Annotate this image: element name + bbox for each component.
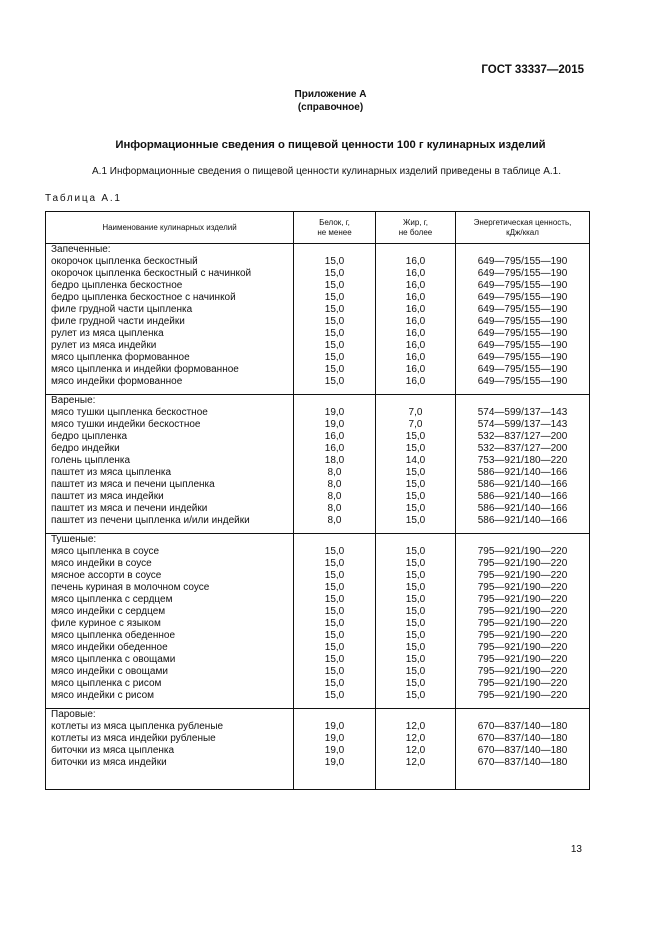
product-name: голень цыпленка bbox=[46, 455, 294, 467]
product-name: паштет из мяса и печени цыпленка bbox=[46, 479, 294, 491]
appendix-subtitle: (справочное) bbox=[297, 102, 364, 113]
fat-value: 16,0 bbox=[376, 376, 456, 388]
table-bottom-row bbox=[46, 769, 590, 790]
fat-value: 16,0 bbox=[376, 280, 456, 292]
product-name: мясо цыпленка формованное bbox=[46, 352, 294, 364]
energy-value: 795—921/190—220 bbox=[456, 666, 590, 678]
product-name: паштет из мяса индейки bbox=[46, 491, 294, 503]
protein-value: 15,0 bbox=[294, 280, 376, 292]
group-title: Вареные: bbox=[46, 395, 294, 408]
fat-value: 15,0 bbox=[376, 678, 456, 690]
protein-value: 15,0 bbox=[294, 630, 376, 642]
energy-value: 670—837/140—180 bbox=[456, 721, 590, 733]
energy-value: 649—795/155—190 bbox=[456, 340, 590, 352]
energy-value: 586—921/140—166 bbox=[456, 467, 590, 479]
table-row bbox=[46, 733, 590, 745]
protein-value: 15,0 bbox=[294, 376, 376, 388]
product-name: филе грудной части индейки bbox=[46, 316, 294, 328]
fat-value: 7,0 bbox=[376, 419, 456, 431]
product-name: котлеты из мяса цыпленка рубленые bbox=[46, 721, 294, 733]
nutrition-table bbox=[45, 211, 590, 790]
energy-value: 670—837/140—180 bbox=[456, 757, 590, 769]
table-row bbox=[46, 745, 590, 757]
fat-value: 15,0 bbox=[376, 654, 456, 666]
empty-cell bbox=[456, 534, 590, 547]
energy-value: 795—921/190—220 bbox=[456, 558, 590, 570]
protein-value: 15,0 bbox=[294, 268, 376, 280]
energy-value: 649—795/155—190 bbox=[456, 376, 590, 388]
table-row bbox=[46, 352, 590, 364]
table-row bbox=[46, 364, 590, 376]
fat-value: 15,0 bbox=[376, 558, 456, 570]
product-name: мясное ассорти в соусе bbox=[46, 570, 294, 582]
protein-value: 15,0 bbox=[294, 352, 376, 364]
energy-value: 574—599/137—143 bbox=[456, 419, 590, 431]
product-name: рулет из мяса цыпленка bbox=[46, 328, 294, 340]
product-name: биточки из мяса индейки bbox=[46, 757, 294, 769]
page-number: 13 bbox=[570, 844, 582, 855]
empty-cell bbox=[456, 769, 590, 790]
table-row bbox=[46, 642, 590, 654]
table-row bbox=[46, 419, 590, 431]
table-row bbox=[46, 678, 590, 690]
table-row bbox=[46, 594, 590, 606]
table-body bbox=[46, 244, 590, 790]
energy-value: 649—795/155—190 bbox=[456, 364, 590, 376]
fat-value: 15,0 bbox=[376, 606, 456, 618]
empty-cell bbox=[294, 709, 376, 722]
protein-value: 15,0 bbox=[294, 678, 376, 690]
fat-value: 15,0 bbox=[376, 431, 456, 443]
fat-value: 15,0 bbox=[376, 570, 456, 582]
energy-value: 532—837/127—200 bbox=[456, 431, 590, 443]
table-row bbox=[46, 546, 590, 558]
product-name: мясо индейки обеденное bbox=[46, 642, 294, 654]
table-row bbox=[46, 606, 590, 618]
protein-value: 15,0 bbox=[294, 316, 376, 328]
product-name: филе грудной части цыпленка bbox=[46, 304, 294, 316]
group-header-row bbox=[46, 534, 590, 547]
protein-value: 15,0 bbox=[294, 570, 376, 582]
fat-value: 16,0 bbox=[376, 304, 456, 316]
table-row bbox=[46, 455, 590, 467]
table-row bbox=[46, 654, 590, 666]
product-name: печень куриная в молочном соусе bbox=[46, 582, 294, 594]
protein-value: 15,0 bbox=[294, 690, 376, 702]
empty-cell bbox=[294, 534, 376, 547]
fat-value: 14,0 bbox=[376, 455, 456, 467]
energy-value: 795—921/190—220 bbox=[456, 582, 590, 594]
energy-value: 649—795/155—190 bbox=[456, 280, 590, 292]
product-name: мясо цыпленка в соусе bbox=[46, 546, 294, 558]
fat-value: 16,0 bbox=[376, 340, 456, 352]
table-row bbox=[46, 558, 590, 570]
product-name: мясо индейки с овощами bbox=[46, 666, 294, 678]
fat-value: 15,0 bbox=[376, 690, 456, 702]
energy-value: 795—921/190—220 bbox=[456, 654, 590, 666]
product-name: паштет из мяса и печени индейки bbox=[46, 503, 294, 515]
fat-value: 16,0 bbox=[376, 364, 456, 376]
product-name: мясо цыпленка с овощами bbox=[46, 654, 294, 666]
fat-value: 15,0 bbox=[376, 546, 456, 558]
empty-cell bbox=[376, 769, 456, 790]
group-header-row bbox=[46, 395, 590, 408]
fat-value: 12,0 bbox=[376, 745, 456, 757]
energy-value: 795—921/190—220 bbox=[456, 690, 590, 702]
energy-value: 532—837/127—200 bbox=[456, 443, 590, 455]
table-row bbox=[46, 280, 590, 292]
protein-value: 15,0 bbox=[294, 292, 376, 304]
table-row bbox=[46, 316, 590, 328]
protein-value: 15,0 bbox=[294, 328, 376, 340]
protein-value: 16,0 bbox=[294, 431, 376, 443]
product-name: бедро индейки bbox=[46, 443, 294, 455]
table-row bbox=[46, 292, 590, 304]
empty-cell bbox=[294, 769, 376, 790]
energy-value: 649—795/155—190 bbox=[456, 256, 590, 268]
empty-cell bbox=[46, 769, 294, 790]
table-row bbox=[46, 443, 590, 455]
table-row bbox=[46, 467, 590, 479]
empty-cell bbox=[294, 395, 376, 408]
energy-value: 649—795/155—190 bbox=[456, 304, 590, 316]
table-row bbox=[46, 503, 590, 515]
fat-value: 15,0 bbox=[376, 515, 456, 527]
empty-cell bbox=[294, 244, 376, 257]
table-row bbox=[46, 570, 590, 582]
protein-value: 15,0 bbox=[294, 642, 376, 654]
fat-value: 16,0 bbox=[376, 316, 456, 328]
fat-value: 15,0 bbox=[376, 582, 456, 594]
fat-value: 16,0 bbox=[376, 352, 456, 364]
table-header-row bbox=[46, 212, 590, 244]
energy-value: 649—795/155—190 bbox=[456, 292, 590, 304]
protein-value: 19,0 bbox=[294, 745, 376, 757]
fat-value: 15,0 bbox=[376, 630, 456, 642]
group-header-row bbox=[46, 709, 590, 722]
product-name: мясо тушки цыпленка бескостное bbox=[46, 407, 294, 419]
table-row bbox=[46, 256, 590, 268]
protein-value: 8,0 bbox=[294, 479, 376, 491]
energy-value: 649—795/155—190 bbox=[456, 268, 590, 280]
table-row bbox=[46, 340, 590, 352]
fat-value: 15,0 bbox=[376, 642, 456, 654]
product-name: биточки из мяса цыпленка bbox=[46, 745, 294, 757]
table-row bbox=[46, 630, 590, 642]
energy-value: 795—921/190—220 bbox=[456, 594, 590, 606]
header-energy: Энергетическая ценность, кДж/ккал bbox=[456, 212, 590, 244]
table-row bbox=[46, 431, 590, 443]
group-header-row bbox=[46, 244, 590, 257]
protein-value: 15,0 bbox=[294, 546, 376, 558]
energy-value: 649—795/155—190 bbox=[456, 316, 590, 328]
fat-value: 16,0 bbox=[376, 268, 456, 280]
protein-value: 19,0 bbox=[294, 733, 376, 745]
table-row bbox=[46, 721, 590, 733]
empty-cell bbox=[376, 709, 456, 722]
table-row bbox=[46, 515, 590, 527]
fat-value: 12,0 bbox=[376, 721, 456, 733]
energy-value: 574—599/137—143 bbox=[456, 407, 590, 419]
empty-cell bbox=[456, 395, 590, 408]
protein-value: 15,0 bbox=[294, 666, 376, 678]
fat-value: 12,0 bbox=[376, 733, 456, 745]
product-name: мясо цыпленка с сердцем bbox=[46, 594, 294, 606]
fat-value: 15,0 bbox=[376, 594, 456, 606]
product-name: паштет из печени цыпленка и/или индейки bbox=[46, 515, 294, 527]
protein-value: 19,0 bbox=[294, 419, 376, 431]
protein-value: 15,0 bbox=[294, 606, 376, 618]
energy-value: 753—921/180—220 bbox=[456, 455, 590, 467]
energy-value: 795—921/190—220 bbox=[456, 570, 590, 582]
fat-value: 7,0 bbox=[376, 407, 456, 419]
protein-value: 15,0 bbox=[294, 582, 376, 594]
fat-value: 15,0 bbox=[376, 443, 456, 455]
energy-value: 649—795/155—190 bbox=[456, 352, 590, 364]
product-name: мясо цыпленка обеденное bbox=[46, 630, 294, 642]
protein-value: 19,0 bbox=[294, 721, 376, 733]
product-name: мясо цыпленка с рисом bbox=[46, 678, 294, 690]
product-name: мясо индейки в соусе bbox=[46, 558, 294, 570]
protein-value: 19,0 bbox=[294, 407, 376, 419]
fat-value: 15,0 bbox=[376, 666, 456, 678]
fat-value: 16,0 bbox=[376, 292, 456, 304]
energy-value: 795—921/190—220 bbox=[456, 606, 590, 618]
fat-value: 15,0 bbox=[376, 491, 456, 503]
table-row bbox=[46, 757, 590, 769]
energy-value: 795—921/190—220 bbox=[456, 618, 590, 630]
table-label: Таблица А.1 bbox=[45, 193, 122, 204]
table-row bbox=[46, 376, 590, 388]
group-title: Запеченные: bbox=[46, 244, 294, 257]
protein-value: 8,0 bbox=[294, 467, 376, 479]
header-name: Наименование кулинарных изделий bbox=[46, 212, 294, 244]
product-name: рулет из мяса индейки bbox=[46, 340, 294, 352]
group-title: Паровые: bbox=[46, 709, 294, 722]
product-name: мясо индейки формованное bbox=[46, 376, 294, 388]
empty-cell bbox=[376, 244, 456, 257]
product-name: мясо индейки с сердцем bbox=[46, 606, 294, 618]
energy-value: 586—921/140—166 bbox=[456, 515, 590, 527]
protein-value: 8,0 bbox=[294, 515, 376, 527]
product-name: окорочок цыпленка бескостный bbox=[46, 256, 294, 268]
energy-value: 586—921/140—166 bbox=[456, 479, 590, 491]
protein-value: 19,0 bbox=[294, 757, 376, 769]
table-row bbox=[46, 666, 590, 678]
standard-number: ГОСТ 33337—2015 bbox=[481, 64, 584, 76]
energy-value: 670—837/140—180 bbox=[456, 733, 590, 745]
table-row bbox=[46, 304, 590, 316]
protein-value: 15,0 bbox=[294, 364, 376, 376]
empty-cell bbox=[376, 534, 456, 547]
energy-value: 795—921/190—220 bbox=[456, 630, 590, 642]
product-name: бедро цыпленка бескостное bbox=[46, 280, 294, 292]
empty-cell bbox=[456, 709, 590, 722]
product-name: филе куриное с языком bbox=[46, 618, 294, 630]
protein-value: 8,0 bbox=[294, 503, 376, 515]
header-protein: Белок, г, не менее bbox=[294, 212, 376, 244]
appendix-title: Приложение А bbox=[294, 89, 367, 100]
table-row bbox=[46, 328, 590, 340]
page-title: Информационные сведения о пищевой ценности 100 г кулинарных изделий bbox=[115, 139, 546, 151]
protein-value: 18,0 bbox=[294, 455, 376, 467]
protein-value: 15,0 bbox=[294, 654, 376, 666]
protein-value: 15,0 bbox=[294, 340, 376, 352]
energy-value: 586—921/140—166 bbox=[456, 503, 590, 515]
group-title: Тушеные: bbox=[46, 534, 294, 547]
energy-value: 795—921/190—220 bbox=[456, 678, 590, 690]
energy-value: 649—795/155—190 bbox=[456, 328, 590, 340]
protein-value: 15,0 bbox=[294, 594, 376, 606]
product-name: мясо индейки с рисом bbox=[46, 690, 294, 702]
product-name: мясо тушки индейки бескостное bbox=[46, 419, 294, 431]
fat-value: 15,0 bbox=[376, 618, 456, 630]
fat-value: 15,0 bbox=[376, 479, 456, 491]
product-name: бедро цыпленка бескостное с начинкой bbox=[46, 292, 294, 304]
product-name: окорочок цыпленка бескостный с начинкой bbox=[46, 268, 294, 280]
protein-value: 15,0 bbox=[294, 558, 376, 570]
product-name: бедро цыпленка bbox=[46, 431, 294, 443]
empty-cell bbox=[376, 395, 456, 408]
protein-value: 8,0 bbox=[294, 491, 376, 503]
energy-value: 795—921/190—220 bbox=[456, 546, 590, 558]
table-row bbox=[46, 618, 590, 630]
table-row bbox=[46, 582, 590, 594]
table-row bbox=[46, 491, 590, 503]
header-fat: Жир, г, не более bbox=[376, 212, 456, 244]
product-name: паштет из мяса цыпленка bbox=[46, 467, 294, 479]
protein-value: 15,0 bbox=[294, 256, 376, 268]
table-row bbox=[46, 690, 590, 702]
energy-value: 670—837/140—180 bbox=[456, 745, 590, 757]
table-row bbox=[46, 268, 590, 280]
energy-value: 586—921/140—166 bbox=[456, 491, 590, 503]
product-name: мясо цыпленка и индейки формованное bbox=[46, 364, 294, 376]
fat-value: 12,0 bbox=[376, 757, 456, 769]
fat-value: 15,0 bbox=[376, 503, 456, 515]
fat-value: 16,0 bbox=[376, 328, 456, 340]
fat-value: 15,0 bbox=[376, 467, 456, 479]
intro-paragraph: А.1 Информационные сведения о пищевой ценности кулинарных изделий приведены в таблице А.1. bbox=[92, 166, 562, 177]
fat-value: 16,0 bbox=[376, 256, 456, 268]
table-row bbox=[46, 479, 590, 491]
protein-value: 16,0 bbox=[294, 443, 376, 455]
protein-value: 15,0 bbox=[294, 618, 376, 630]
table-row bbox=[46, 407, 590, 419]
energy-value: 795—921/190—220 bbox=[456, 642, 590, 654]
product-name: котлеты из мяса индейки рубленые bbox=[46, 733, 294, 745]
empty-cell bbox=[456, 244, 590, 257]
protein-value: 15,0 bbox=[294, 304, 376, 316]
